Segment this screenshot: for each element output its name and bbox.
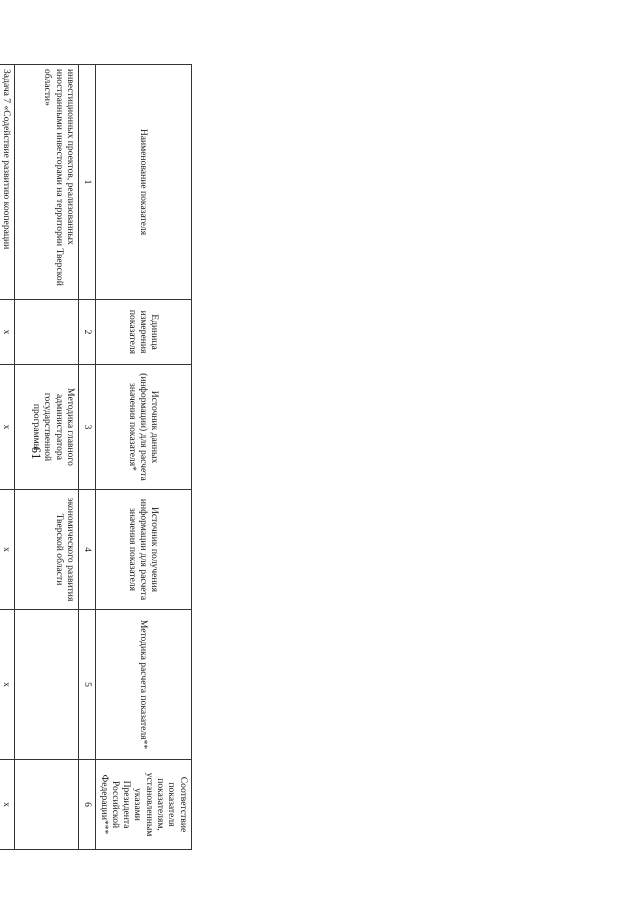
task-name: Задача 7 «Содействие развитию кооперации bbox=[0, 64, 14, 299]
column-number: 6 bbox=[78, 759, 95, 849]
indicator-table bbox=[0, 64, 192, 850]
info-source-cell: х bbox=[0, 489, 14, 609]
data-source-cell: Методика главного администратора государственной программы bbox=[14, 364, 78, 489]
header-data-source: Источник данных (информации) для расчета значения показателя* bbox=[95, 364, 191, 489]
page-number: 61 bbox=[29, 446, 44, 460]
compliance-cell: х bbox=[0, 759, 14, 849]
column-number: 2 bbox=[78, 299, 95, 364]
info-source-cell: экономического развития Тверской области bbox=[14, 489, 78, 609]
data-source-cell: х bbox=[0, 364, 14, 489]
column-number: 5 bbox=[78, 609, 95, 759]
column-number-row bbox=[78, 64, 95, 849]
column-number: 3 bbox=[78, 364, 95, 489]
method-cell bbox=[14, 609, 78, 759]
header-method: Методика расчета показателя** bbox=[95, 609, 191, 759]
header-compliance: Соответствие показателя показателям, установленным указами Президента Российской Федерации*** bbox=[95, 759, 191, 849]
column-number: 4 bbox=[78, 489, 95, 609]
table-header-row bbox=[95, 64, 191, 849]
unit-cell bbox=[14, 299, 78, 364]
unit-cell: х bbox=[0, 299, 14, 364]
method-cell: х bbox=[0, 609, 14, 759]
compliance-cell bbox=[14, 759, 78, 849]
indicator-table-rotated bbox=[0, 64, 192, 849]
table-row bbox=[0, 64, 14, 849]
header-name: Наименование показателя bbox=[95, 64, 191, 299]
header-info-source: Источник получения информации для расчета значения показателя bbox=[95, 489, 191, 609]
table-row bbox=[14, 64, 78, 849]
indicator-name: инвестиционных проектов, реализованных иностранными инвесторами на территории Тверской области» bbox=[14, 64, 78, 299]
column-number: 1 bbox=[78, 64, 95, 299]
header-unit: Единица измерения показателя bbox=[95, 299, 191, 364]
